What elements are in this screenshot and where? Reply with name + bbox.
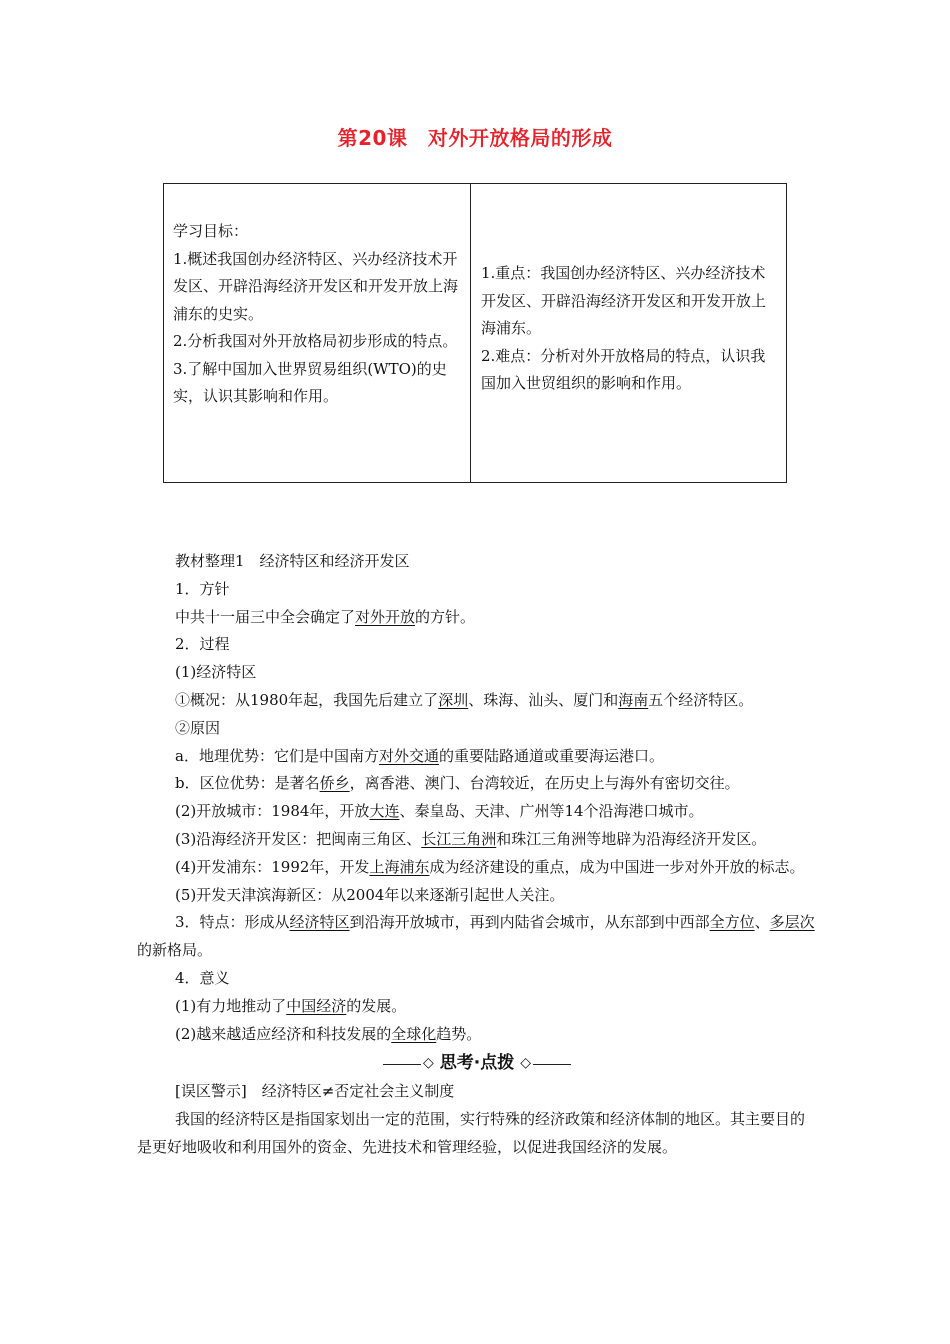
fill-answer: 多层次 [769, 913, 815, 932]
text: 、珠海、汕头、厦门和 [468, 690, 619, 709]
goal-item: 1.概述我国创办经济特区、兴办经济技术开发区、开辟沿海经济开发区和开发开放上海浦东的史实。 [173, 249, 459, 323]
key-points-cell [471, 184, 786, 482]
fill-answer: 上海浦东 [369, 857, 430, 876]
think-heading: 思考·点拨 [439, 1053, 515, 1074]
fill-answer: 全方位 [709, 913, 755, 932]
text: (1)有力地推动了 [175, 996, 287, 1015]
subheading-significance: 4．意义 [175, 968, 230, 987]
text: ，离香港、澳门、台湾较近，在历史上与海外有密切交往。 [349, 774, 740, 793]
fill-answer: 中国经济 [286, 996, 347, 1015]
subheading-policy: 1．方针 [175, 579, 230, 598]
fill-answer: 对外开放 [355, 607, 416, 626]
diamond-icon: ◇ [520, 1055, 532, 1072]
text: 、秦皇岛、天津、广州等14个沿海港口城市。 [399, 802, 704, 821]
paragraph [137, 1021, 817, 1049]
text: 到沿海开放城市，再到内陆省会城市，从东部到中西部 [349, 913, 710, 932]
divider-line [383, 1064, 421, 1065]
paragraph [137, 798, 817, 826]
paragraph: (1)经济特区 [175, 663, 257, 682]
lesson-body [137, 548, 817, 1162]
goal-item: 3.了解中国加入世界贸易组织(WTO)的史实，认识其影响和作用。 [173, 359, 447, 405]
paragraph [137, 743, 817, 771]
text: b．区位优势：是著名 [175, 774, 320, 793]
text: 和珠江三角洲等地辟为沿海经济开发区。 [496, 829, 767, 848]
text: (2)越来越适应经济和科技发展的 [175, 1024, 392, 1043]
text: (2)开放城市：1984年，开放 [175, 802, 370, 821]
paragraph: (5)开发天津滨海新区：从2004年以来逐渐引起世人关注。 [175, 885, 565, 904]
text: ①概况：从1980年起，我国先后建立了 [175, 690, 439, 709]
divider-line [533, 1064, 571, 1065]
paragraph [137, 604, 817, 632]
fill-answer: 侨乡 [319, 774, 350, 793]
text: 中共十一届三中全会确定了 [175, 607, 356, 626]
fill-answer: 对外交通 [378, 746, 439, 765]
text: (3)沿海经济开发区：把闽南三角区、 [175, 829, 422, 848]
text: 3．特点：形成从 [175, 913, 290, 932]
fill-answer: 经济特区 [289, 913, 350, 932]
text: a．地理优势：它们是中国南方 [175, 746, 379, 765]
think-divider [137, 1050, 817, 1078]
paragraph [137, 993, 817, 1021]
fill-answer: 大连 [369, 802, 400, 821]
misconception-heading: [误区警示] 经济特区≠否定社会主义制度 [175, 1082, 455, 1101]
paragraph [137, 770, 817, 798]
section-heading: 教材整理1 经济特区和经济开发区 [175, 552, 410, 570]
learning-goals-table [163, 183, 787, 483]
text: 趋势。 [436, 1024, 482, 1043]
fill-answer: 长江三角洲 [421, 829, 497, 848]
paragraph [137, 854, 817, 882]
text: 五个经济特区。 [648, 690, 754, 709]
fill-answer: 深圳 [438, 690, 469, 709]
misconception-body: 我国的经济特区是指国家划出一定的范围，实行特殊的经济政策和经济体制的地区。其主要目的是更好地吸收和利用国外的资金、先进技术和管理经验，以促进我国经济的发展。 [137, 1110, 806, 1156]
text: 的重要陆路通道或重要海运港口。 [438, 746, 664, 765]
paragraph [137, 826, 817, 854]
page-title: 第20课 对外开放格局的形成 [337, 126, 613, 150]
text: 的发展。 [346, 996, 407, 1015]
text: 成为经济建设的重点，成为中国进一步对外开放的标志。 [429, 857, 805, 876]
goals-heading: 学习目标： [173, 222, 249, 240]
text: 的新格局。 [137, 941, 213, 960]
difficult-point-item: 2.难点：分析对外开放格局的特点，认识我国加入世贸组织的影响和作用。 [481, 346, 766, 392]
subheading-process: 2．过程 [175, 635, 230, 654]
text: (4)开发浦东：1992年，开发 [175, 857, 370, 876]
goal-item: 2.分析我国对外开放格局初步形成的特点。 [173, 332, 458, 350]
paragraph: ②原因 [175, 718, 221, 737]
paragraph [137, 687, 817, 715]
text: 、 [754, 913, 770, 932]
paragraph [137, 909, 817, 965]
fill-answer: 全球化 [391, 1024, 437, 1043]
text: 的方针。 [415, 607, 476, 626]
learning-goals-cell [164, 184, 471, 482]
key-point-item: 1.重点：我国创办经济特区、兴办经济技术开发区、开辟沿海经济开发区和开发开放上海浦东。 [481, 264, 767, 337]
fill-answer: 海南 [618, 690, 649, 709]
diamond-icon: ◇ [422, 1055, 434, 1072]
